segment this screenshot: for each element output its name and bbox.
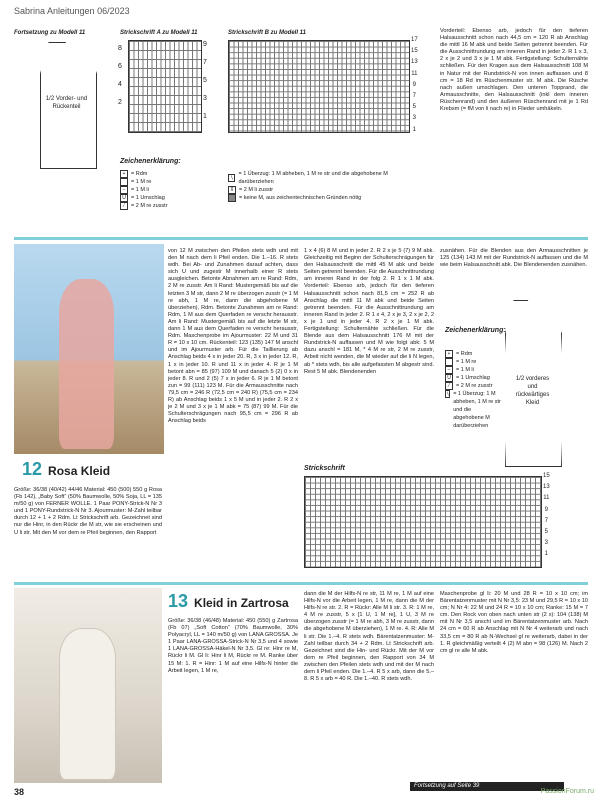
edge-stitch-icon: +: [120, 170, 128, 178]
model-13-heading: [168, 591, 289, 612]
model-12-col3: 1 x 4 (6) 8 M und in jeder 2. R 2 x je 5 (7) 9 M abk. Gleichzeitig mit Beginn der Schulterschrägungen für den Halsausschnitt die mittl 45 M abk und beide Seiten getrennt beenden. Für die Ausschnittrundung am inneren Rand in der folg 2. R 1 x 1 M abk. Vorderteil: Ebenso arb, jedoch für den tieferen Halsausschnitt schon nach 81,5 cm = 252 R ab Anschlag die mittl 11 M abk und beide Seiten getrennt beenden. Für die Ausschnittrundung am inneren Rand in jeder 2. R 1 x 4, 2 x je 3, 2 x je 2, 2 x je 1 und in jeder 4. R 2 x je 1 M abk. Fertigstellung: Schulternähte schließen. Für die Blende aus dem Halsausschnitt 176 M mit der Rundstrick-N auffassen und M wie folgt abk: 5 M dazu anschl = 181 M, * 4 M re str, 2 M re zusstr, Arbeit nicht wenden, die M wieder auf die li N legen, ab * stets wdh, bis alle aufgefassten M abgestr sind. Rest 5 M abk. Blendenenden: [304, 248, 434, 375]
model-12-legend: + = Rdm = 1 M re − = 1 M li U = 1 Umschlag ⁄ = 2 M re zusstr ∖ = 1 Überzug: 1 M abheben, 1 M re str und die abgehobene M darüberziehen: [446, 351, 501, 429]
purl-icon: −: [445, 366, 453, 374]
yarn-over-icon: U: [445, 374, 453, 382]
model-13-title: Kleid in Zartrosa: [194, 596, 289, 610]
skpo-icon: ∖: [446, 391, 450, 397]
chart-b-title: Strickschrift B zu Modell 11: [228, 30, 306, 36]
k2tog-icon: ⁄: [445, 382, 453, 390]
model-12-chart-row-numbers: 15 13 11 9 7 5 3 1: [543, 473, 550, 558]
k2tog-icon: ⁄: [120, 202, 128, 210]
model-13-col2: dann die M der Hilfs-N re str, 11 M re, 1 M auf eine Hilfs-N vor die Arbeit legen, 1 M re, dann die M der Hilfs-N re str. 2. R = Rückr: Alle M li str. 3. R: 1 M re, 4 M re zusstr, 5 x [1 U, 1 M re], 1 U, 3 M re überzogen zusstr (= 1 M re abh, 3 M re zusstr, dann die abgehobene M überziehen), 1 M re. 4. R: Alle M li str. Die 1.–4. R stets wdh. Bärentatzenmuster: M-Zahl teilbar durch 34 + 2 Rdm. Lt Strickschrift arb. Gezeichnet sind die Hin- und Rückr. Mit der M vor dem re Pfeil beginnen, den Rapport von 34 M zwischen den Pfeilen stets wdh und mit der M nach dem li Pfeil enden. Die 1.–4. R 5 x arb, dann die 5.–8. R 5 x arb = 40 R. Die 1.–40. R stets wdh.: [304, 591, 434, 683]
model-12-heading: [22, 459, 110, 480]
chart-a-row-numbers: 9 7 5 3 1: [203, 41, 207, 120]
top-schematic-label: 1/2 Vorder- und Rückenteil: [45, 96, 88, 110]
section-divider-2: [14, 582, 588, 585]
p2tog-icon: ⊼: [228, 186, 236, 194]
schematic-caption: Fortsetzung zu Modell 11: [14, 30, 86, 36]
purl-icon: −: [120, 186, 128, 194]
section-divider-1: [14, 237, 588, 240]
chart-b-grid: [228, 40, 410, 133]
dress-13-figure: [59, 628, 116, 780]
yarn-over-icon: U: [120, 194, 128, 202]
no-stitch-icon: [228, 194, 236, 202]
skpo-icon: ∖: [228, 174, 235, 182]
top-legend-left: + = Rdm = 1 M re − = 1 M li U = 1 Umschlag ⁄ = 2 M re zusstr: [120, 170, 225, 210]
chart-a-row-numbers-left: 8 6 4 2: [118, 45, 122, 106]
model-12-col2: von 12 M zwischen den Pfeilen stets wdh und mit den M nach dem li Pfeil enden. Die 1.–16. R stets wdh. Bei Ab- und Zunahmen darauf achten, dass sich U und zugestr M innerhalb einer R stets ausgleichen. Betonte Abnahmen am re Rand: Rdm, 2 M re zusstr. Am li Rand: Mustergemäß bis auf die letzten 3 M str, dann 2 M re überzogen zusstr (= 1 M re abh, 1 M re, dann die abgehobene M überziehen), Rdm. Betonte Zunahmen am re Rand: Rdm, 1 M aus dem Querfaden re verschr herausstr. Am li Rand: Mustergemäß bis auf die letzte M str, dann 1 M aus dem Querfaden re verschr herausstr, Rdm. Maschenprobe im Ajourmuster: 22 M und 31 R = 10 x 10 cm. Rückenteil: 123 (135) 147 M anschl und im Ajourmuster arb. Für die Taillierung ab Anschlag beids 4 x in jeder 20. R, 3 x in jeder 12. R, 1 x in jeder 10. R und 11 x in jeder 4. R je 1 M betont abn = 85 (97) 109 M und danach 5 (2) 0 x in jeder 8. R und 2 (5) 7 x in jeder 6. R je 1 M betont zun = 99 (111) 123 M. Für die Armausschnitte nach 79,5 cm = 246 R (72,5 cm = 240 R) (75,5 cm = 234 R) ab Anschlag beids 1 x 5 M und in jeder 2. R 2 x je 2 M und 3 x je 1 M abk = 75 (87) 99 M. Für die Schulterschrägungen nach 95,5 cm = 296 R ab Anschlag beids: [168, 248, 298, 425]
page-header: Sabrina Anleitungen 06/2023: [14, 6, 130, 16]
chart-b-row-numbers: 17 15 13 11 9 7 5 3 1: [411, 37, 418, 133]
model-12-schematic-label: 1/2 vorderes und rückwärtiges Kleid: [515, 376, 550, 406]
model-12-number: 12: [22, 459, 43, 479]
knit-icon: [445, 358, 453, 366]
knit-icon: [120, 178, 128, 186]
dress-12-figure: [59, 279, 114, 449]
model-13-photo: [14, 588, 162, 783]
model-12-chart-title: Strickschrift: [304, 465, 345, 472]
watermark: PassionForum.ru: [540, 788, 594, 795]
model-12-col1: Größe: 36/38 (40/42) 44/46 Material: 450 (500) 550 g Rosa (Fb 142), „Baby Soft“ (50% Baumwolle, 50% Soja, LL = 135 m/50 g) von FERNER WOLLE. 1 Paar PONY-Strick-N Nr 3 und 1 PONY-Rundstrick-N Nr 3. Ajourmuster: M-Zahl teilbar durch 12 + 1 + 2 Rdm. Lt Strickschrift arb. Gezeichnet sind nur die Hinr, in den Rückr die M str, wie sie erscheinen und U li str. Mit den M vor dem re Pfeil beginnen, den Rapport: [14, 487, 162, 536]
model-12-title: Rosa Kleid: [48, 464, 111, 478]
top-legend-right: ∖ = 1 Überzug: 1 M abheben, 1 M re str und die abgehobene M darüberziehen ⊼ = 2 M li zusstr = keine M, aus zeichentechnischen Gründen nötig: [228, 170, 408, 202]
model-13-col1: Größe: 36/38 (46/48) Material: 450 (550) g Zartrosa (Fb 07) „Soft Cotton“ (70% Baumwolle, 30% Polyacryl, LL = 140 m/50 g) von LANA GROSSA. Je 1 Paar LANA-GROSSA-Strick-N Nr 3,5 und 4 sowie 1 LANA-GROSSA-Häkel-N Nr 3,5. Gl re: Hinr re M, Rückr li M. Gl li: Hinr li M, Rückr re M. Ranke über 15 M: 1. R = Hinr: 1 M auf eine Hilfs-N hinter die Arbeit legen, 1 M re,: [168, 618, 298, 674]
top-right-text: Vorderteil: Ebenso arb, jedoch für den tieferen Halsausschnitt schon nach 44,5 cm = 120 R ab Anschlag die mittl 16 M abk und beide Seiten getrennt beenden. Für die Ausschnittrundung am inneren Rand in jeder 2. R 1 x 3, 2 x je 2 und 3 x je 1 M abk. Fertigstellung: Schulternähte schließen. Für den Kragen aus dem Halsausschnitt 108 M in Natur mit der Rundstrick-N von innen auffassen und 8 cm = 18 Rd im Rüschenmuster str. M abk. Die Rüsche nach außen umschlagen. Den unteren Topprand, die Armausschnitte, den Halsausschnitt (inkl dem inneren Rüschenrand) und den äußeren Rüschenrand mit je 1 Rd Krebsm (= fM von li nach re) in Flieder umhäkeln.: [440, 28, 588, 113]
model-12-photo: [14, 244, 164, 454]
model-12-legend-title: Zeichenerklärung:: [445, 327, 506, 334]
model-12-chart-grid: [304, 476, 542, 568]
top-legend-title: Zeichenerklärung:: [120, 158, 181, 165]
chart-a-title: Strickschrift A zu Modell 11: [120, 30, 198, 36]
model-13-col3: Maschenprobe gl li: 20 M und 28 R = 10 x 10 cm; im Bärentatzenmuster mit N Nr 3,5: 23 M und 29,5 R = 10 x 10 cm; N Nr 4: 22 M und 24 R = 10 x 10 cm; Ranke: 15 M = 7 cm. Den Rock von oben nach unten str (2 x): 104 (138) M mit N Nr 3,5 anschl und im Bärentatzenmuster arb. Nach 24 cm = 60 R ab Anschlag mit N Nr 4 weiterarb und nach 33,5 cm = 80 R ab N-Wechsel gl re weiterarb, dabei in der 1. R gleichmäßig verteilt 4 (2) M abn = 98 (126) M. Nach 2 cm gl re alle M abk.: [440, 591, 588, 654]
page-number: 38: [14, 787, 25, 797]
model-12-col4: zusnähen. Für die Blenden aus den Armausschnitten je 125 (134) 143 M mit der Rundstrick-N auffassen und die M wie beim Halsausschnitt abk. Die Blendenenden zusnähen.: [440, 248, 588, 269]
edge-stitch-icon: +: [445, 350, 453, 358]
chart-a-grid: [128, 40, 202, 133]
model-13-number: 13: [168, 591, 189, 611]
continuation-note: Fortsetzung auf Seite 39: [410, 782, 564, 791]
